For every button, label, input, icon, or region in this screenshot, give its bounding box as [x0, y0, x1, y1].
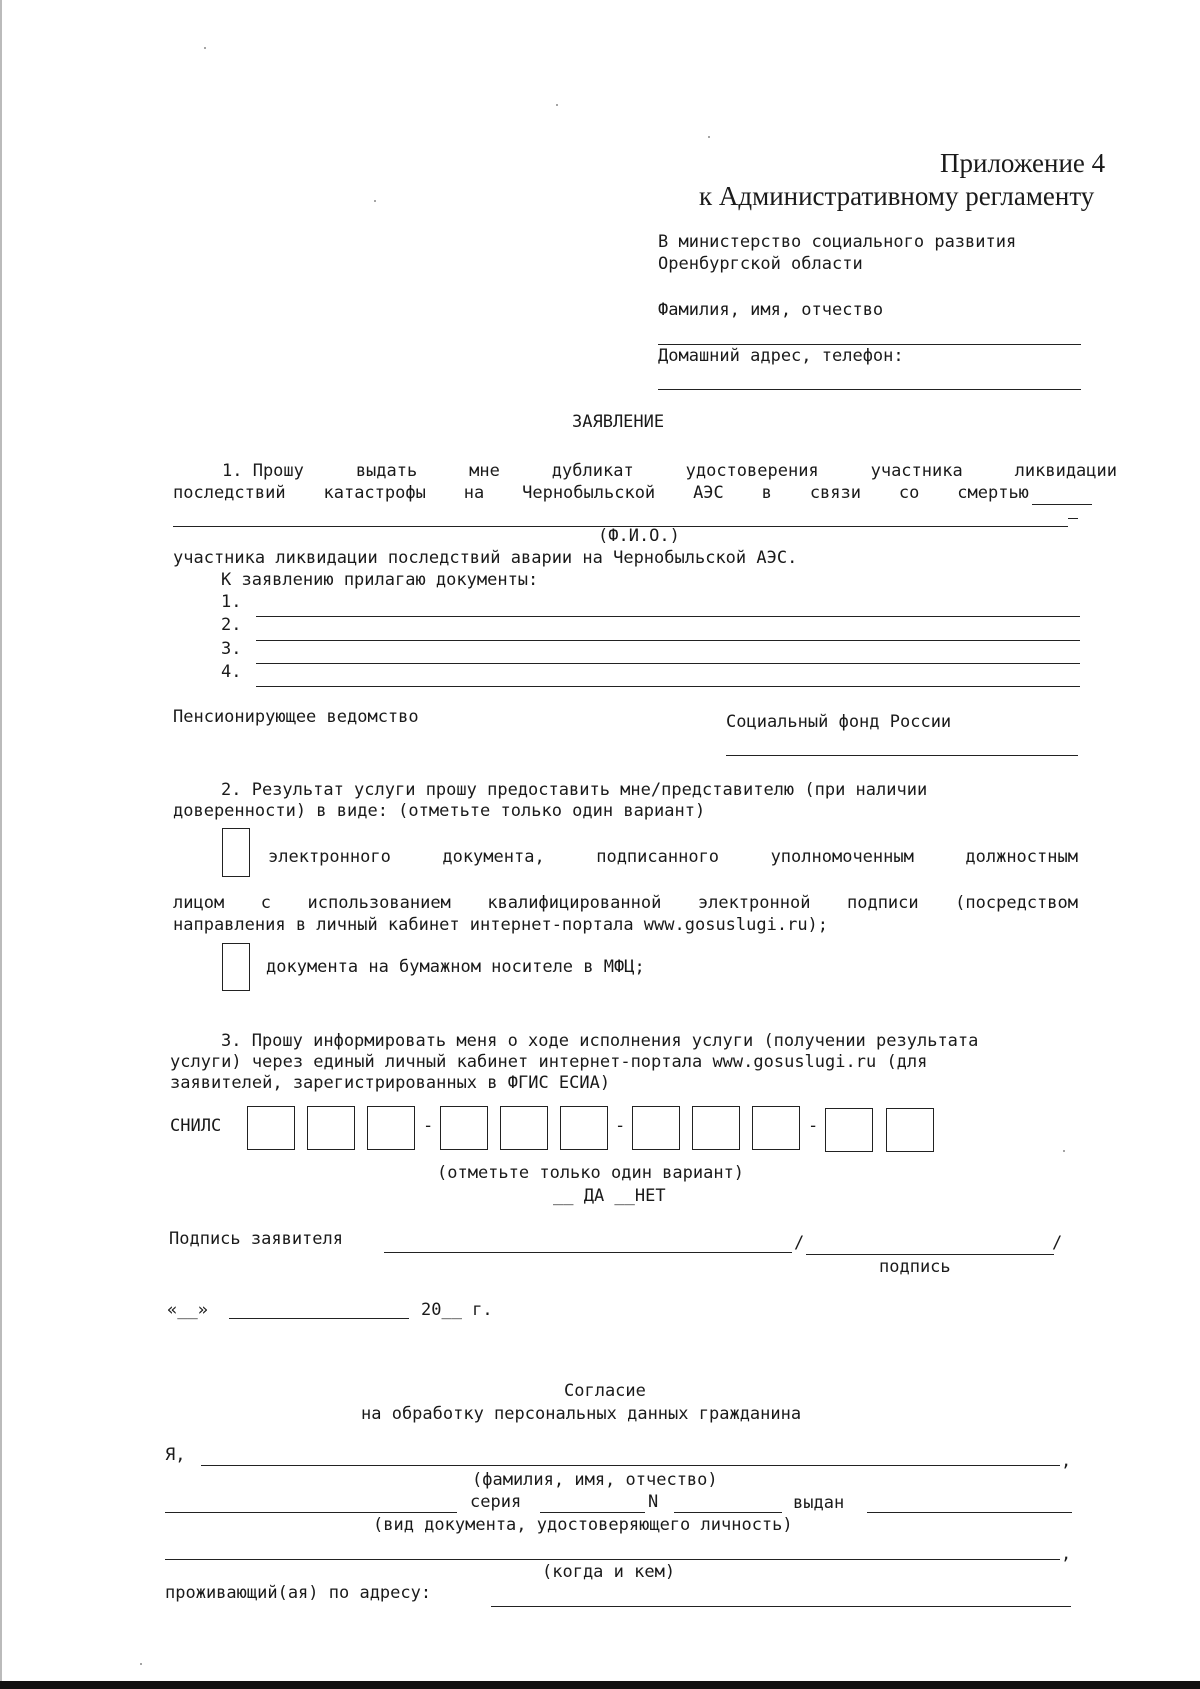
word: документа, — [442, 847, 545, 867]
word: в — [761, 483, 772, 503]
word: дубликат — [551, 461, 634, 481]
word: (посредством — [955, 893, 1078, 913]
word: связи — [809, 483, 861, 503]
signature-caption: подпись — [879, 1257, 951, 1277]
option-electronic-line2 — [173, 893, 1078, 913]
snils-check-2[interactable] — [886, 1108, 934, 1152]
address-field[interactable] — [658, 389, 1081, 390]
snils-digit-6[interactable] — [560, 1106, 608, 1150]
fio-caption: (Ф.И.О.) — [598, 526, 680, 546]
word: последствий — [173, 483, 286, 503]
pension-label: Пенсионирующее ведомство — [173, 707, 419, 727]
word: должностным — [965, 847, 1078, 867]
word: уполномоченным — [770, 847, 914, 867]
section1-line2 — [173, 483, 1029, 503]
snils-dash: - — [615, 1116, 626, 1136]
fio-field[interactable] — [658, 344, 1081, 345]
section3-line2: услуги) через единый личный кабинет интернет-портала www.gosuslugi.ru (для — [170, 1052, 928, 1072]
word: подписанного — [596, 847, 720, 867]
document-caption: (вид документа, удостоверяющего личность) — [373, 1515, 793, 1535]
attachment-number: 3. — [221, 639, 242, 659]
word: 1. Прошу — [222, 461, 304, 481]
yes-no-choice[interactable]: __ ДА __НЕТ — [553, 1186, 666, 1206]
document-type-field[interactable] — [165, 1512, 457, 1513]
pension-value: Социальный фонд России — [726, 712, 952, 732]
address-label: Домашний адрес, телефон: — [658, 346, 904, 366]
section2-line1: 2. Результат услуги прошу предоставить мне/представителю (при наличии — [221, 780, 928, 800]
option-paper-checkbox[interactable] — [222, 943, 250, 991]
number-label: N — [648, 1492, 659, 1512]
consent-title: Согласие — [564, 1381, 646, 1401]
word: Чернобыльской — [522, 483, 656, 503]
word: мне — [469, 461, 500, 481]
scan-speck — [708, 136, 710, 138]
section1-line3: участника ликвидации последствий аварии на Чернобыльской АЭС. — [173, 548, 798, 568]
residing-label: проживающий(ая) по адресу: — [165, 1583, 432, 1603]
dash-mark — [1068, 518, 1078, 519]
attachment-2-field[interactable] — [256, 640, 1080, 641]
document-title: ЗАЯВЛЕНИЕ — [572, 412, 665, 432]
signature-label: Подпись заявителя — [169, 1229, 343, 1249]
appendix-regulation: к Административному регламенту — [699, 181, 1095, 211]
date-day[interactable]: «__» — [167, 1300, 208, 1320]
word: квалифицированной — [487, 893, 662, 913]
residing-address-field[interactable] — [491, 1606, 1071, 1607]
snils-digit-1[interactable] — [247, 1106, 295, 1150]
attachment-4-field[interactable] — [256, 686, 1080, 687]
section3-line3: заявителей, зарегистрированных в ФГИС ЕСИА) — [170, 1073, 611, 1093]
section3-line1: 3. Прошу информировать меня о ходе исполнения услуги (получении результата — [221, 1031, 979, 1051]
snils-dash: - — [808, 1116, 819, 1136]
issued-label: выдан — [793, 1493, 845, 1513]
word: использованием — [307, 893, 451, 913]
consent-ya: Я, — [165, 1445, 186, 1465]
word: лицом — [173, 893, 225, 913]
addressee-ministry: В министерство социального развития — [658, 232, 1017, 252]
consent-fio-field[interactable] — [201, 1465, 1060, 1466]
when-caption: (когда и кем) — [542, 1562, 676, 1582]
word: выдать — [355, 461, 418, 481]
snils-digit-3[interactable] — [367, 1106, 415, 1150]
scan-left-edge — [0, 0, 2, 1689]
section2-line2: доверенности) в виде: (отметьте только один вариант) — [173, 801, 706, 821]
snils-digit-2[interactable] — [307, 1106, 355, 1150]
consent-subtitle: на обработку персональных данных гражданина — [361, 1404, 802, 1424]
option-electronic-checkbox[interactable] — [222, 828, 250, 877]
snils-dash: - — [423, 1116, 434, 1136]
snils-digit-9[interactable] — [752, 1106, 800, 1150]
issued-field[interactable] — [867, 1512, 1072, 1513]
snils-digit-5[interactable] — [500, 1106, 548, 1150]
consent-comma: , — [1061, 1451, 1072, 1471]
deceased-name-field-start[interactable] — [1032, 504, 1092, 505]
option-electronic-line3: направления в личный кабинет интернет-портала www.gosuslugi.ru); — [173, 915, 829, 935]
snils-digit-7[interactable] — [632, 1106, 680, 1150]
word: участника — [870, 461, 963, 481]
word: АЭС — [693, 483, 724, 503]
scan-speck — [140, 1663, 142, 1665]
word: на — [463, 483, 485, 503]
series-label: серия — [470, 1492, 522, 1512]
signature-slash: / — [794, 1233, 805, 1253]
word: удостоверения — [685, 461, 819, 481]
snils-digit-4[interactable] — [440, 1106, 488, 1150]
word: катастрофы — [323, 483, 426, 503]
option-electronic-line1 — [268, 847, 1078, 867]
number-field[interactable] — [674, 1512, 782, 1513]
snils-label: СНИЛС — [170, 1116, 222, 1136]
scan-speck — [556, 104, 558, 106]
consent-fio-caption: (фамилия, имя, отчество) — [472, 1470, 718, 1490]
attachment-number: 4. — [221, 662, 242, 682]
date-month-field[interactable] — [229, 1318, 409, 1319]
choose-one-note: (отметьте только один вариант) — [437, 1163, 745, 1183]
attachments-label: К заявлению прилагаю документы: — [221, 570, 539, 590]
attachment-3-field[interactable] — [256, 663, 1080, 664]
appendix-number: Приложение 4 — [940, 148, 1106, 178]
date-year[interactable]: 20__ г. — [421, 1300, 493, 1320]
attachment-number: 1. — [221, 592, 242, 612]
issued-when-field[interactable] — [165, 1559, 1060, 1560]
pension-field[interactable] — [726, 755, 1078, 756]
attachment-1-field[interactable] — [256, 616, 1080, 617]
snils-check-1[interactable] — [825, 1108, 873, 1152]
scan-speck — [204, 47, 206, 49]
section1-line1 — [222, 461, 1117, 481]
consent-comma: , — [1061, 1544, 1072, 1564]
scan-speck — [374, 200, 376, 202]
word: с — [260, 893, 271, 913]
word: подписи — [846, 893, 919, 913]
series-field[interactable] — [540, 1512, 645, 1513]
option-paper-label: документа на бумажном носителе в МФЦ; — [266, 957, 645, 977]
word: электронного — [268, 847, 391, 867]
scan-bottom-bar — [0, 1681, 1200, 1689]
word: ликвидации — [1014, 461, 1117, 481]
fio-label: Фамилия, имя, отчество — [658, 300, 884, 320]
attachment-number: 2. — [221, 615, 242, 635]
word: смертью — [957, 483, 1029, 503]
signature-slash: / — [1052, 1233, 1063, 1253]
word: электронной — [697, 893, 811, 913]
signature-name-field[interactable] — [384, 1252, 792, 1253]
addressee-region: Оренбургской области — [658, 254, 863, 274]
word: со — [898, 483, 920, 503]
scan-speck — [1063, 1150, 1065, 1152]
snils-digit-8[interactable] — [692, 1106, 740, 1150]
signature-field[interactable] — [806, 1254, 1054, 1255]
